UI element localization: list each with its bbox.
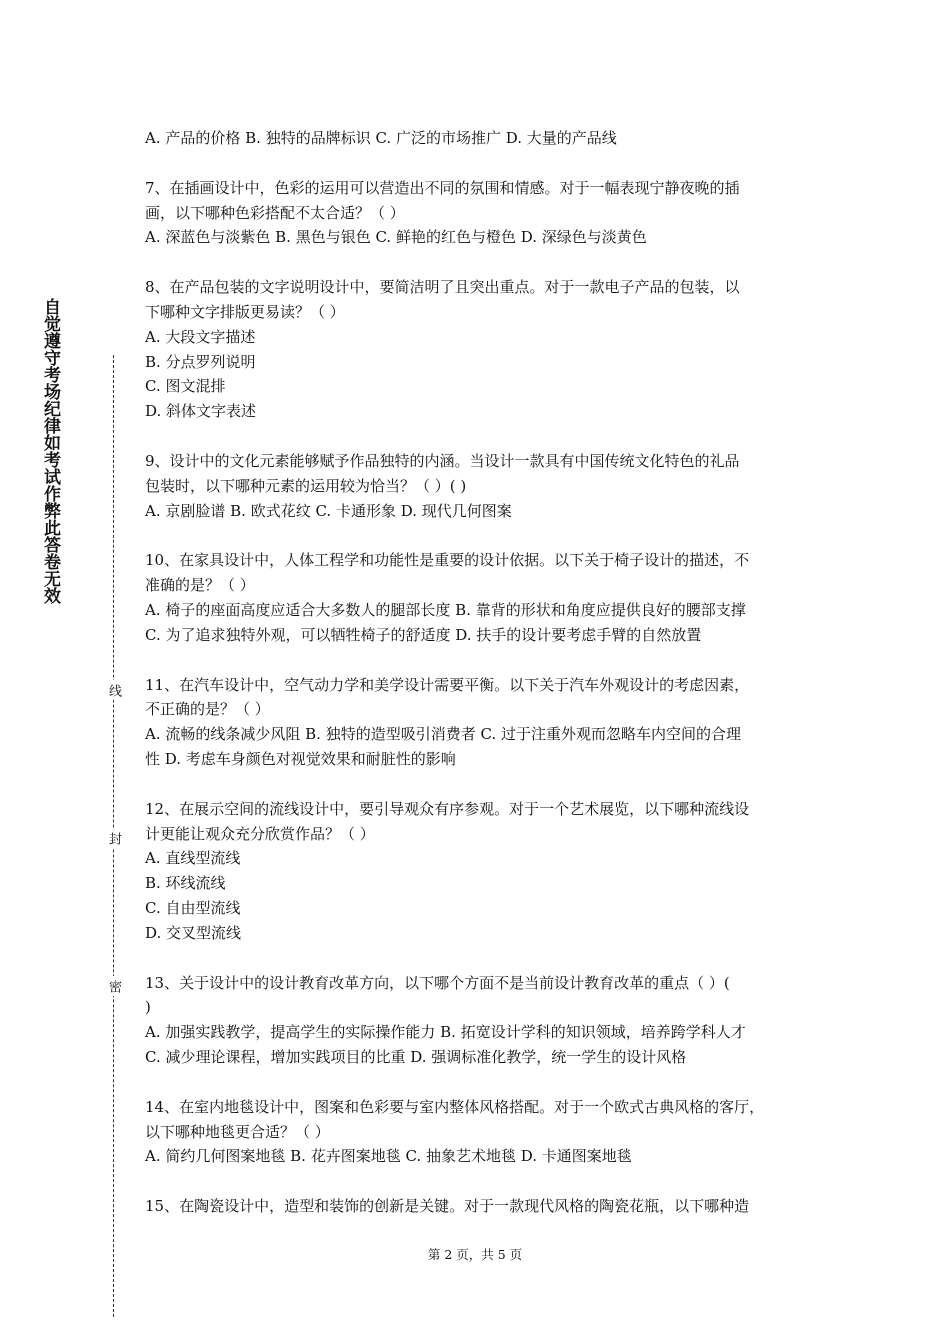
question-text: 10、在家具设计中，人体工程学和功能性是重要的设计依据。以下关于椅子设计的描述，不: [145, 551, 750, 570]
question-options: A. 京剧脸谱 B. 欧式花纹 C. 卡通形象 D. 现代几何图案: [145, 501, 512, 520]
question-list: [145, 126, 813, 1244]
question-text: 以下哪种地毯更合适？（ ）: [145, 1122, 330, 1141]
exam-discipline-notice: 自觉遵守考场纪律如考试作弊此答卷无效: [40, 298, 60, 604]
option-c: C. 自由型流线: [145, 898, 241, 917]
question-block: [145, 449, 813, 523]
question-text: 9、设计中的文化元素能够赋予作品独特的内涵。当设计一款具有中国传统文化特色的礼品: [145, 451, 740, 470]
question-text: 14、在室内地毯设计中，图案和色彩要与室内整体风格搭配。对于一个欧式古典风格的客厅，: [145, 1097, 765, 1116]
question-text: 11、在汽车设计中，空气动力学和美学设计需要平衡。以下关于汽车外观设计的考虑因素，: [145, 675, 750, 694]
question-text: ): [145, 998, 151, 1017]
question-text: 下哪种文字排版更易读？（ ）: [145, 302, 345, 321]
option-b: B. 分点罗列说明: [145, 352, 256, 371]
question-options: A. 加强实践教学，提高学生的实际操作能力 B. 拓宽设计学科的知识领域，培养跨学科人才: [145, 1023, 746, 1042]
question-options: A. 简约几何图案地毯 B. 花卉图案地毯 C. 抽象艺术地毯 D. 卡通图案地毯: [145, 1147, 632, 1166]
question-text: 准确的是？（ ）: [145, 576, 255, 595]
question-text: 画，以下哪种色彩搭配不太合适？（ ）: [145, 203, 405, 222]
question-text: 7、在插画设计中，色彩的运用可以营造出不同的氛围和情感。对于一幅表现宁静夜晚的插: [145, 178, 740, 197]
question-block: [145, 673, 813, 772]
question-block: [145, 1095, 813, 1169]
question-block: [145, 126, 813, 151]
binding-mark-mi: 密: [105, 976, 123, 996]
question-block: [145, 971, 813, 1070]
question-options: A. 椅子的座面高度应适合大多数人的腿部长度 B. 靠背的形状和角度应提供良好的腰部支撑: [145, 600, 746, 619]
option-b: B. 环线流线: [145, 874, 226, 893]
question-text: 13、关于设计中的设计教育改革方向，以下哪个方面不是当前设计教育改革的重点（ ）(: [145, 973, 730, 992]
question-block: [145, 275, 813, 424]
binding-mark-xian: 线: [105, 680, 123, 700]
question-options: A. 流畅的线条减少风阻 B. 独特的造型吸引消费者 C. 过于注重外观而忽略车内空间的合理: [145, 725, 741, 744]
question-text: 不正确的是？（ ）: [145, 700, 270, 719]
option-c: C. 图文混排: [145, 377, 226, 396]
binding-mark-feng: 封: [105, 828, 123, 848]
option-a: A. 直线型流线: [145, 849, 241, 868]
question-text: 8、在产品包装的文字说明设计中，要简洁明了且突出重点。对于一款电子产品的包装，以: [145, 278, 740, 297]
question-block: [145, 797, 813, 946]
question-block: [145, 1194, 813, 1219]
question-block: [145, 176, 813, 250]
page-number: 第 2 页，共 5 页: [427, 1247, 523, 1262]
question-options: 性 D. 考虑车身颜色对视觉效果和耐脏性的影响: [145, 749, 456, 768]
option-d: D. 斜体文字表述: [145, 402, 257, 421]
question-text: 15、在陶瓷设计中，造型和装饰的创新是关键。对于一款现代风格的陶瓷花瓶，以下哪种造: [145, 1197, 750, 1216]
question-options: C. 为了追求独特外观，可以牺牲椅子的舒适度 D. 扶手的设计要考虑手臂的自然放置: [145, 625, 702, 644]
question-block: [145, 548, 813, 647]
question-options: C. 减少理论课程，增加实践项目的比重 D. 强调标准化教学，统一学生的设计风格: [145, 1047, 687, 1066]
question-text: 计更能让观众充分欣赏作品？（ ）: [145, 824, 375, 843]
option-d: D. 交叉型流线: [145, 923, 242, 942]
question-options: A. 深蓝色与淡紫色 B. 黑色与银色 C. 鲜艳的红色与橙色 D. 深绿色与淡黄色: [145, 228, 647, 247]
question-options: A. 产品的价格 B. 独特的品牌标识 C. 广泛的市场推广 D. 大量的产品线: [145, 129, 617, 147]
option-a: A. 大段文字描述: [145, 327, 256, 346]
question-text: 包装时，以下哪种元素的运用较为恰当？（ ）( ): [145, 476, 467, 495]
question-text: 12、在展示空间的流线设计中，要引导观众有序参观。对于一个艺术展览，以下哪种流线设: [145, 799, 750, 818]
